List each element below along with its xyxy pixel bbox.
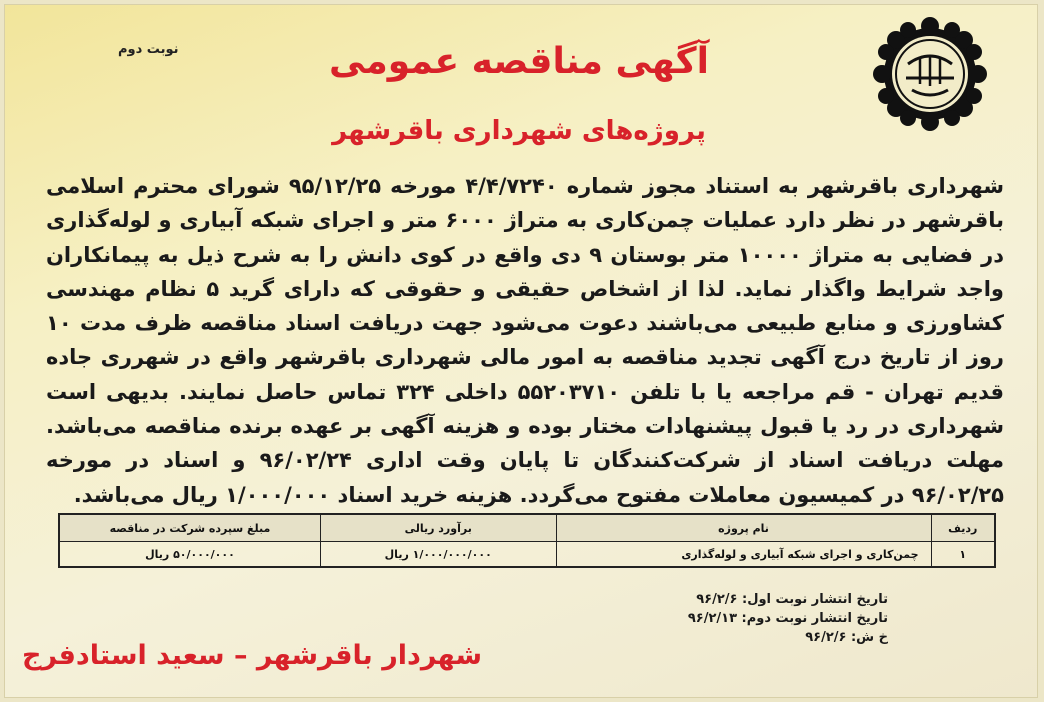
first-publication-date: تاریخ انتشار نوبت اول: ۹۶/۲/۶ (696, 592, 888, 607)
table-row (59, 542, 995, 568)
column-header-deposit: مبلغ سپرده شرکت در مناقصه (59, 514, 320, 542)
tender-description: شهرداری باقرشهر به استناد مجوز شماره ۴/۴/۷۲۴۰ مورخه ۹۵/۱۲/۲۵ شورای محترم اسلامی باقرشهر در نظر دارد عملیات چمن‌کاری به متراژ ۶۰۰۰ متر و اجرای شبکه آبیاری و لوله‌گذاری در فضایی به متراژ ۱۰۰۰۰ متر بوستان ۹ دی واقع در کوی دانش را به شرح ذیل به پیمانکاران واجد شرایط واگذار نماید. لذا از اشخاص حقیقی و حقوقی که دارای گرید ۵ نظام مهندسی کشاورزی و منابع طبیعی می‌باشند دعوت می‌شود جهت دریافت اسناد مناقصه ظرف مدت ۱۰ روز از تاریخ درج آگهی تجدید مناقصه به امور مالی شهرداری باقرشهر واقع در شهرری جاده قدیم تهران - قم مراجعه یا با تلفن ۵۵۲۰۳۷۱۰ داخلی ۳۲۴ تماس حاصل نمایند. بدیهی است شهرداری در رد یا قبول پیشنهادات مختار بوده و هزینه آگهی بر عهده برنده مناقصه می‌باشد. مهلت دریافت اسناد از شرکت‌کنندگان تا پایان وقت اداری ۹۶/۰۲/۲۴ و اسناد در مورخه ۹۶/۰۲/۲۵ در کمیسیون معاملات مفتوح می‌گردد. هزینه خرید اسناد ۱/۰۰۰/۰۰۰ ریال می‌باشد. (46, 174, 1005, 507)
cell-estimate: ۱/۰۰۰/۰۰۰/۰۰۰ ریال (320, 542, 556, 568)
table-header-row (59, 514, 995, 542)
column-header-estimate: برآورد ریالی (320, 514, 556, 542)
page-subtitle: پروژه‌های شهرداری باقرشهر (332, 116, 706, 146)
cell-row-number: ۱ (931, 542, 995, 568)
signature: شهردار باقرشهر – سعید استادفرج (22, 640, 483, 671)
cell-project-name: چمن‌کاری و اجرای شبکه آبیاری و لوله‌گذاری (556, 542, 931, 568)
page-title: آگهی مناقصه عمومی (329, 41, 709, 82)
column-header-row-number: ردیف (931, 514, 995, 542)
advertisement-page (4, 4, 1038, 698)
tender-table (58, 513, 996, 568)
cell-deposit: ۵۰/۰۰۰/۰۰۰ ریال (59, 542, 320, 568)
municipality-logo (868, 12, 992, 136)
reference-code: خ ش: ۹۶/۲/۶ (805, 630, 888, 645)
second-publication-date: تاریخ انتشار نوبت دوم: ۹۶/۲/۱۳ (687, 611, 888, 626)
column-header-project-name: نام پروژه (556, 514, 931, 542)
issue-label: نوبت دوم (118, 42, 179, 57)
publication-dates (688, 590, 888, 647)
